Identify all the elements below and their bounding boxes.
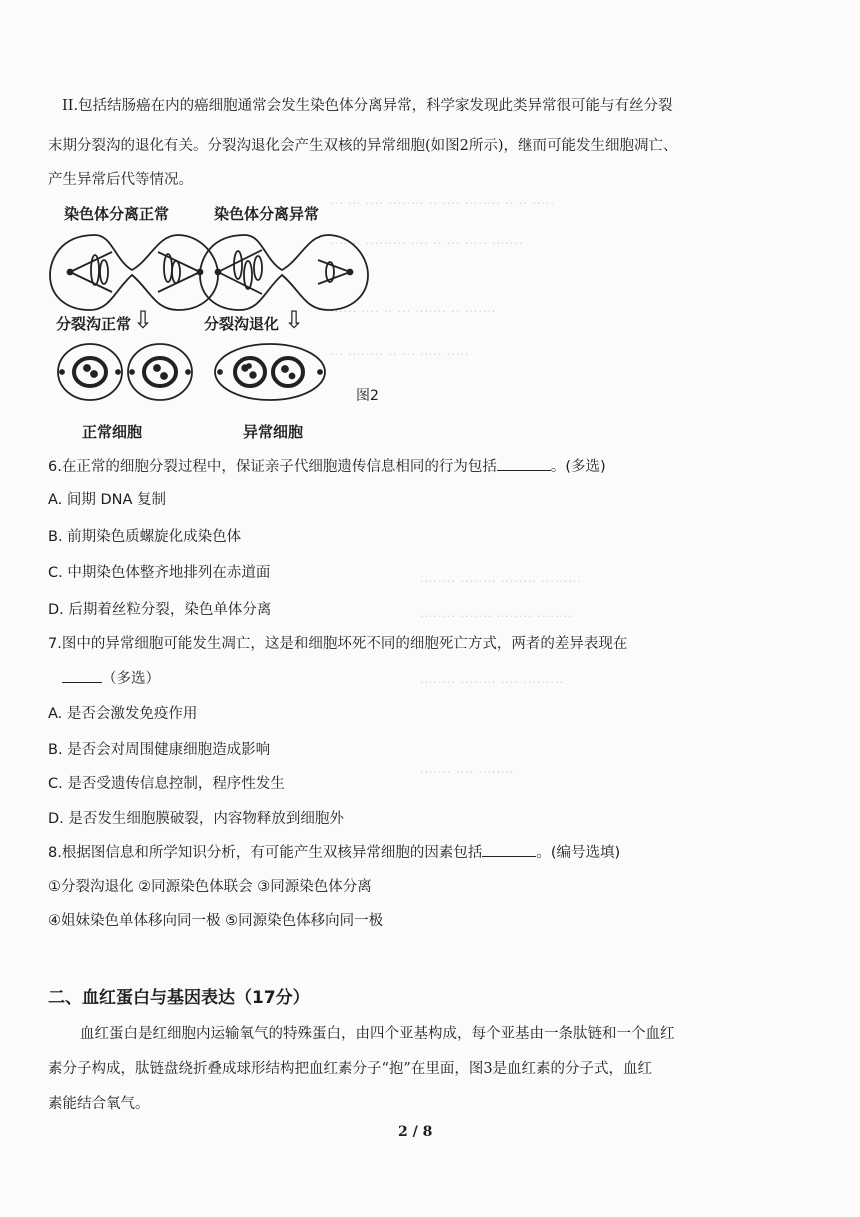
question-7-option-d: D. 是否发生细胞膜破裂，内容物释放到细胞外 [48, 811, 344, 827]
figure-label-abnormal-separation: 染色体分离异常 [214, 205, 320, 223]
question-6-option-a: A. 间期 DNA 复制 [48, 492, 167, 508]
question-7-option-c: C. 是否受遗传信息控制，程序性发生 [48, 776, 285, 792]
dividing-cell-normal [50, 235, 218, 310]
intro-line-2: 末期分裂沟的退化有关。分裂沟退化会产生双核的异常细胞(如图2所示)，继而可能发生细胞凋亡、 [48, 138, 678, 154]
intro-line-1: II.包括结肠癌在内的癌细胞通常会发生染色体分离异常，科学家发现此类异常很可能与有丝分裂 [62, 98, 673, 114]
bleed-through-text: ········ ······· ········ ········ [420, 610, 573, 623]
bleed-through-text: ··· ··· ···· ········ ·· ···· ········ ·· ·· ····· [330, 197, 555, 210]
dividing-cell-abnormal [200, 235, 368, 310]
question-7-stem-cont [62, 668, 160, 689]
question-8-choices-1: ①分裂沟退化 ②同源染色体联会 ③同源染色体分离 [48, 879, 372, 895]
figure-label-furrow-normal: 分裂沟正常 [56, 315, 132, 333]
answer-blank[interactable] [62, 668, 102, 683]
question-8-stem [48, 842, 620, 863]
bleed-through-text: ······ ···· ·· ··· ······· ·· ······· [330, 305, 497, 318]
section-2-heading: 二、血红蛋白与基因表达（17分） [48, 988, 310, 1008]
question-8-stem-text: 8.根据图信息和所学知识分析，有可能产生双核异常细胞的因素包括 [48, 845, 483, 861]
down-arrow-icon: ⇩ [284, 306, 305, 334]
question-7-stem-suffix: （多选） [102, 671, 160, 687]
figure-label-normal-separation: 染色体分离正常 [64, 205, 170, 223]
answer-blank[interactable] [482, 842, 536, 857]
answer-blank[interactable] [497, 456, 551, 471]
bleed-through-text: ··· ········ ·· ··· ····· ····· [330, 348, 470, 361]
section-2-para-line-1: 血红蛋白是红细胞内运输氧气的特殊蛋白，由四个亚基构成，每个亚基由一条肽链和一个血红 [80, 1026, 675, 1042]
question-6-option-c: C. 中期染色体整齐地排列在赤道面 [48, 565, 271, 581]
bleed-through-text: ···· ·· ········· ···· ·· ··· ····· ······· [330, 237, 524, 250]
figure-label-normal-cell: 正常细胞 [82, 423, 143, 441]
question-6-option-d: D. 后期着丝粒分裂，染色单体分离 [48, 602, 272, 618]
question-6-option-b: B. 前期染色质螺旋化成染色体 [48, 529, 242, 545]
bleed-through-text: ······· ···· ········ [420, 766, 515, 779]
bleed-through-text: ········ ········ ···· ········· [420, 676, 564, 689]
question-6-stem-text: 6.在正常的细胞分裂过程中，保证亲子代细胞遗传信息相同的行为包括 [48, 459, 497, 475]
question-6-stem-suffix: 。(多选) [550, 459, 606, 475]
question-7-stem: 7.图中的异常细胞可能发生凋亡，这是和细胞坏死不同的细胞死亡方式，两者的差异表现在 [48, 636, 628, 652]
intro-line-3: 产生异常后代等情况。 [48, 172, 193, 188]
figure-label-furrow-regression: 分裂沟退化 [204, 315, 280, 333]
question-7-option-b: B. 是否会对周围健康细胞造成影响 [48, 742, 271, 758]
section-2-para-line-3: 素能结合氧气。 [48, 1096, 150, 1112]
page-number: 2 / 8 [398, 1124, 433, 1140]
question-8-choices-2: ④姐妹染色单体移向同一极 ⑤同源染色体移向同一极 [48, 913, 384, 929]
question-7-option-a: A. 是否会激发免疫作用 [48, 706, 198, 722]
question-8-stem-suffix: 。(编号选填) [536, 845, 621, 861]
section-2-para-line-2: 素分子构成，肽链盘绕折叠成球形结构把血红素分子“抱”在里面，图3是血红素的分子式，血红 [48, 1061, 653, 1077]
figure-label-abnormal-cell: 异常细胞 [243, 423, 304, 441]
bleed-through-text: ········ ········ ········ ········· [420, 575, 582, 588]
down-arrow-icon: ⇩ [133, 306, 154, 334]
figure-caption: 图2 [356, 388, 379, 404]
question-6-stem [48, 456, 606, 477]
normal-cells [58, 344, 192, 400]
abnormal-binucleate-cell [215, 344, 325, 400]
